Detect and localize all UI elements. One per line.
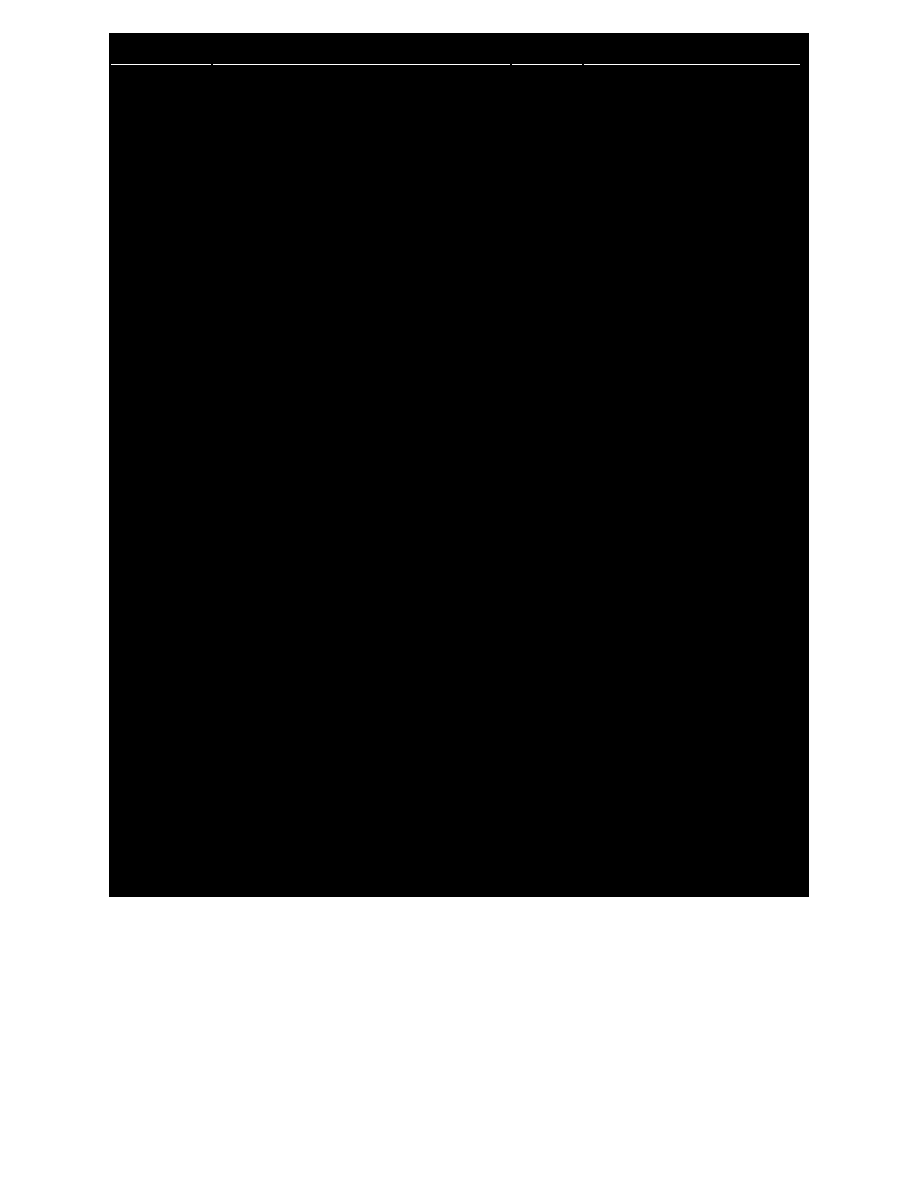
ground-connection-table <box>109 33 809 897</box>
header-conn-no <box>512 41 582 65</box>
header-cell-code <box>584 41 800 65</box>
header-ground <box>111 41 211 65</box>
header-connect-to <box>213 41 510 65</box>
